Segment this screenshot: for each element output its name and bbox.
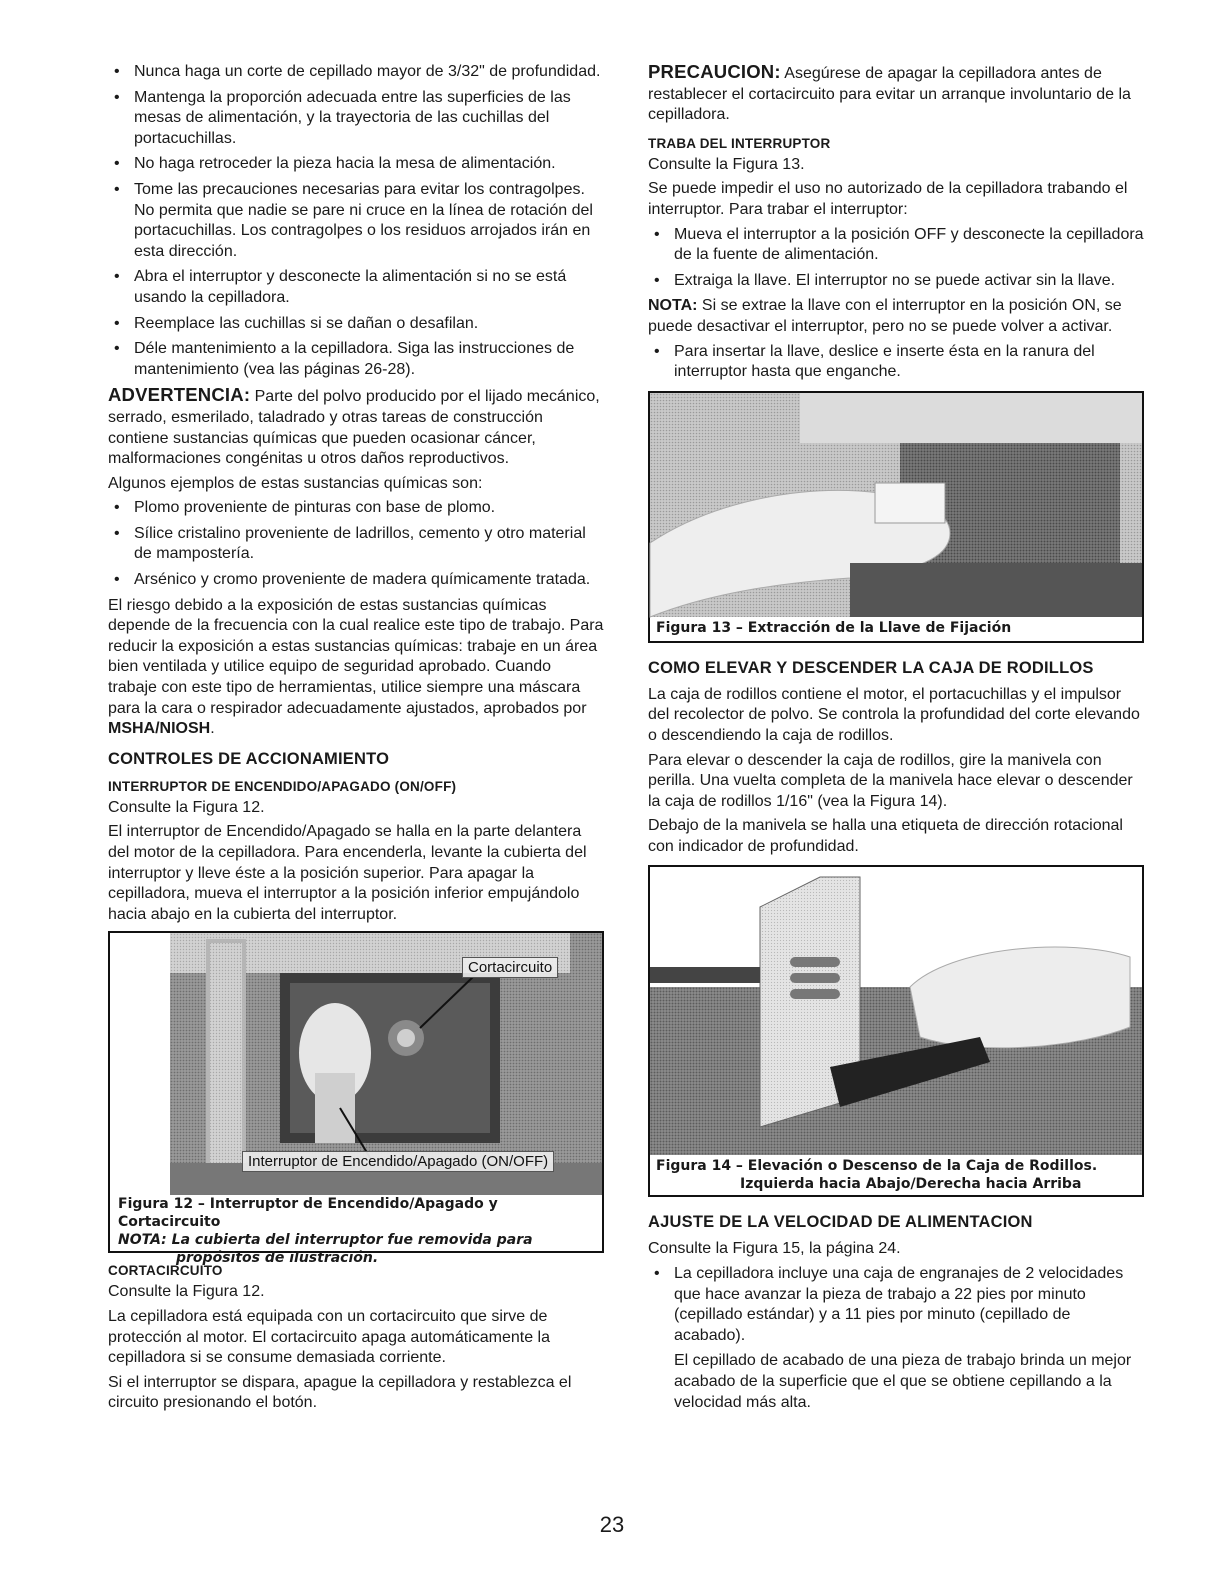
list-item: • Nunca haga un corte de cepillado mayor de 3/32" de profundidad. xyxy=(114,63,601,80)
figure-14-caption-block xyxy=(656,1157,1136,1193)
switch-callout: Interruptor de Encendido/Apagado (ON/OFF) xyxy=(242,1151,554,1172)
lock-heading: TRABA DEL INTERRUPTOR xyxy=(648,135,831,151)
figure-12-note: NOTA: La cubierta del interruptor fue removida para xyxy=(118,1232,533,1249)
list-item: • Sílice cristalino proveniente de ladrillos, cemento y otro material de mampostería. xyxy=(114,524,586,563)
feed-ref: Consulte la Figura 15, la página 24. xyxy=(648,1240,901,1258)
list-item: • Para insertar la llave, deslice e inserte ésta en la ranura del interruptor hasta que enganche. xyxy=(654,342,1095,381)
breaker-callout: Cortacircuito xyxy=(462,957,558,978)
roller-text-3: Debajo de la manivela se halla una etiqueta de dirección rotacional con indicador de profundidad. xyxy=(648,817,1123,855)
figure-12-note-cont: propósitos de ilustración. xyxy=(176,1250,379,1267)
roller-text-1: La caja de rodillos contiene el motor, el portacuchillas y el impulsor del recolector de polvo. Se controla la profundidad del corte elevando o descendiendo la caja de rodillos. xyxy=(648,685,1140,744)
figure-14-photo xyxy=(650,867,1142,1155)
list-item: • Mantenga la proporción adecuada entre las superficies de las mesas de alimentación, y la trayectoria de las cuchillas del portacuchillas. xyxy=(114,88,571,147)
page-number: 23 xyxy=(599,1512,625,1537)
feed-sub: El cepillado de acabado de una pieza de trabajo brinda un mejor acabado de la superficie que el que se obtiene cepillando a la velocidad más alta. xyxy=(674,1352,1132,1411)
switch-text: El interruptor de Encendido/Apagado se halla en la parte delantera del motor de la cepilladora. Para encenderla, levante la cubierta del interruptor y lleve éste a la posición superior. Para apagar la cepilladora, mueva el interruptor a la posición inferior empujándolo hacia abajo en la cubierta del interruptor. xyxy=(108,823,587,923)
switch-ref: Consulte la Figura 12. xyxy=(108,798,265,816)
list-item: • La cepilladora incluye una caja de engranajes de 2 velocidades que hace avanzar la pieza de trabajo a 22 pies por minuto (cepillado estándar) y a 11 pies por minuto (cepillado de acabado). xyxy=(654,1265,1124,1344)
risk-paragraph: El riesgo debido a la exposición de estas sustancias químicas depende de la frecuencia con la cual realice este tipo de trabajo. Para reducir la exposición a estas sustancias químicas: trabaje en un área bien ventilada y utilice equipo de seguridad aprobado. Cuando trabaje con este tipo de herramientas, utilice siempre una máscara para la cara o respirador adecuadamente ajustados, aprobados por MSHA/NIOSH. xyxy=(108,596,604,738)
lock-ref: Consulte la Figura 13. xyxy=(648,155,805,173)
feed-heading: AJUSTE DE LA VELOCIDAD DE ALIMENTACION xyxy=(648,1213,1033,1232)
figure-14-caption-cont: Izquierda hacia Abajo/Derecha hacia Arriba xyxy=(740,1176,1082,1193)
breaker-text-1: La cepilladora está equipada con un cortacircuito que sirve de protección al motor. El cortacircuito apaga automáticamente la cepilladora si se consume demasiada corriente. xyxy=(108,1307,551,1367)
switch-heading: INTERRUPTOR DE ENCENDIDO/APAGADO (ON/OFF) xyxy=(108,778,457,794)
list-item: • Abra el interruptor y desconecte la alimentación si no se está usando la cepilladora. xyxy=(114,268,567,306)
roller-heading: COMO ELEVAR Y DESCENDER LA CAJA DE RODILLOS xyxy=(648,658,1094,677)
list-item: • Tome las precauciones necesarias para evitar los contragolpes. No permita que nadie se pare ni cruce en la línea de rotación del portacuchillas. Los contragolpes o los residuos arrojados irán en esta dirección. xyxy=(114,180,593,260)
examples-list xyxy=(108,498,604,590)
figure-12-caption: Figura 12 – Interruptor de Encendido/Apagado y Cortacircuito xyxy=(118,1196,498,1231)
roller-text-2: Para elevar o descender la caja de rodillos, gire la manivela con perilla. Una vuelta completa de la manivela hace elevar o descender la caja de rodillos 1/16" (vea la Figura 14). xyxy=(648,751,1133,810)
list-item: • Extraiga la llave. El interruptor no se puede activar sin la llave. xyxy=(654,271,1116,289)
caution-paragraph: PRECAUCION: Asegúrese de apagar la cepilladora antes de restablecer el cortacircuito para evitar un arranque involuntario de la cepilladora. xyxy=(648,61,1131,124)
figure-13 xyxy=(648,391,1144,643)
breaker-text-2: Si el interruptor se dispara, apague la cepilladora y restablezca el circuito presionando el botón. xyxy=(108,1373,572,1412)
figure-13-caption: Figura 13 – Extracción de la Llave de Fijación xyxy=(656,619,1012,636)
warning-paragraph: ADVERTENCIA: Parte del polvo producido por el lijado mecánico, serrado, esmerilado, taladrado y otras tareas de construcción contiene sustancias químicas que pueden ocasionar cáncer, malformaciones congénitas u otros daños reproductivos. xyxy=(108,384,600,468)
list-item: • No haga retroceder la pieza hacia la mesa de alimentación. xyxy=(114,155,556,173)
list-item: • Reemplace las cuchillas si se dañan o desafilan. xyxy=(114,314,479,332)
figure-13-photo xyxy=(650,393,1142,617)
examples-intro: Algunos ejemplos de estas sustancias químicas son: xyxy=(108,474,483,492)
lock-bullets-last xyxy=(648,342,1144,383)
feed-bullets xyxy=(648,1264,1144,1346)
warning-label: ADVERTENCIA: xyxy=(108,384,251,406)
controls-heading: CONTROLES DE ACCIONAMIENTO xyxy=(108,749,390,768)
lock-text: Se puede impedir el uso no autorizado de la cepilladora trabando el interruptor. Para trabar el interruptor: xyxy=(648,180,1128,218)
list-item: • Arsénico y cromo proveniente de madera químicamente tratada. xyxy=(114,571,591,589)
figure-12 xyxy=(108,931,604,1267)
list-item: • Plomo proveniente de pinturas con base de plomo. xyxy=(114,499,496,517)
breaker-ref: Consulte la Figura 12. xyxy=(108,1283,265,1301)
list-item: • Déle mantenimiento a la cepilladora. Siga las instrucciones de mantenimiento (vea las páginas 26-28). xyxy=(114,340,575,378)
figure-12-caption-block xyxy=(118,1195,594,1267)
lock-note: NOTA: Si se extrae la llave con el interruptor en la posición ON, se puede desactivar el interruptor, pero no se puede volver a activar. xyxy=(648,297,1122,335)
right-column xyxy=(648,62,1144,1417)
safety-bullets xyxy=(108,62,604,380)
figure-14-caption: Figura 14 – Elevación o Descenso de la Caja de Rodillos. xyxy=(656,1158,1098,1175)
breaker-heading: CORTACIRCUITO xyxy=(108,1263,223,1279)
figure-14 xyxy=(648,865,1144,1197)
caution-label: PRECAUCION: xyxy=(648,61,781,82)
left-column xyxy=(108,62,604,1418)
list-item: • Mueva el interruptor a la posición OFF y desconecte la cepilladora de la fuente de alimentación. xyxy=(654,225,1144,264)
lock-bullets xyxy=(648,225,1144,292)
